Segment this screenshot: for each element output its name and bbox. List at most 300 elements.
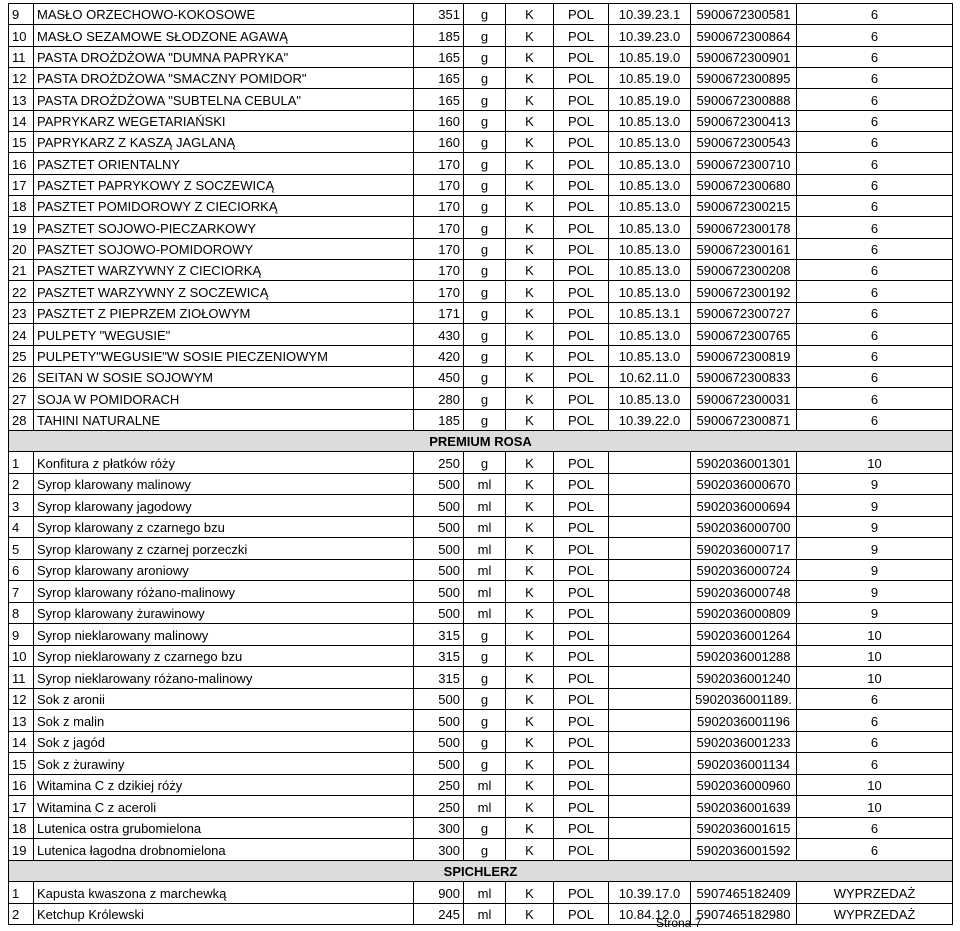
- unit-cell: g: [464, 731, 506, 753]
- unit-cell: g: [464, 68, 506, 89]
- country-cell: POL: [554, 132, 609, 153]
- product-name-cell: Ketchup Królewski: [34, 903, 414, 924]
- kind-cell: K: [506, 903, 554, 924]
- row-number-cell: 22: [9, 281, 34, 302]
- table-row: [9, 302, 953, 323]
- ean-code-cell: 5902036001301: [691, 452, 797, 474]
- pkwiu-code-cell: 10.85.13.0: [609, 324, 691, 345]
- product-name-cell: PASZTET WARZYWNY Z CIECIORKĄ: [34, 260, 414, 281]
- unit-cell: ml: [464, 774, 506, 796]
- section-header-row: [9, 430, 953, 452]
- quantity-cell: 315: [414, 667, 464, 689]
- row-number-cell: 13: [9, 89, 34, 110]
- kind-cell: K: [506, 110, 554, 131]
- table-row: [9, 710, 953, 732]
- product-name-cell: Konfitura z płatków róży: [34, 452, 414, 474]
- country-cell: POL: [554, 624, 609, 646]
- country-cell: POL: [554, 667, 609, 689]
- product-name-cell: PASZTET ORIENTALNY: [34, 153, 414, 174]
- unit-cell: ml: [464, 473, 506, 495]
- pack-qty-cell: 9: [797, 559, 953, 581]
- row-number-cell: 9: [9, 624, 34, 646]
- pkwiu-code-cell: 10.39.17.0: [609, 882, 691, 903]
- row-number-cell: 11: [9, 667, 34, 689]
- pkwiu-code-cell: 10.85.13.0: [609, 238, 691, 259]
- quantity-cell: 351: [414, 4, 464, 25]
- quantity-cell: 170: [414, 238, 464, 259]
- quantity-cell: 500: [414, 602, 464, 624]
- country-cell: POL: [554, 4, 609, 25]
- ean-code-cell: 5902036000717: [691, 538, 797, 560]
- country-cell: POL: [554, 452, 609, 474]
- table-row: [9, 452, 953, 474]
- section-header: PREMIUM ROSA: [9, 430, 953, 452]
- row-number-cell: 18: [9, 817, 34, 839]
- table-row: [9, 495, 953, 517]
- pkwiu-code-cell: [609, 559, 691, 581]
- table-row: [9, 132, 953, 153]
- unit-cell: g: [464, 688, 506, 710]
- quantity-cell: 170: [414, 260, 464, 281]
- country-cell: POL: [554, 302, 609, 323]
- country-cell: POL: [554, 516, 609, 538]
- kind-cell: K: [506, 667, 554, 689]
- pack-qty-cell: 10: [797, 624, 953, 646]
- pkwiu-code-cell: 10.85.13.0: [609, 345, 691, 366]
- unit-cell: g: [464, 324, 506, 345]
- quantity-cell: 160: [414, 132, 464, 153]
- quantity-cell: 500: [414, 688, 464, 710]
- kind-cell: K: [506, 796, 554, 818]
- table-row: [9, 46, 953, 67]
- kind-cell: K: [506, 345, 554, 366]
- row-number-cell: 9: [9, 4, 34, 25]
- kind-cell: K: [506, 153, 554, 174]
- kind-cell: K: [506, 238, 554, 259]
- ean-code-cell: 5902036001189.: [691, 688, 797, 710]
- unit-cell: g: [464, 452, 506, 474]
- ean-code-cell: 5902036001264: [691, 624, 797, 646]
- product-name-cell: PASTA DROŻDŻOWA "DUMNA PAPRYKA": [34, 46, 414, 67]
- pkwiu-code-cell: [609, 602, 691, 624]
- pkwiu-code-cell: 10.85.13.0: [609, 174, 691, 195]
- ean-code-cell: 5900672300031: [691, 388, 797, 409]
- pkwiu-code-cell: [609, 473, 691, 495]
- country-cell: POL: [554, 260, 609, 281]
- product-name-cell: Sok z żurawiny: [34, 753, 414, 775]
- pkwiu-code-cell: [609, 753, 691, 775]
- pack-qty-cell: 10: [797, 774, 953, 796]
- unit-cell: g: [464, 196, 506, 217]
- product-name-cell: SEITAN W SOSIE SOJOWYM: [34, 366, 414, 387]
- ean-code-cell: 5900672300710: [691, 153, 797, 174]
- unit-cell: g: [464, 624, 506, 646]
- quantity-cell: 500: [414, 731, 464, 753]
- row-number-cell: 11: [9, 46, 34, 67]
- pack-qty-cell: 6: [797, 4, 953, 25]
- ean-code-cell: 5900672300864: [691, 25, 797, 46]
- row-number-cell: 10: [9, 25, 34, 46]
- ean-code-cell: 5902036000748: [691, 581, 797, 603]
- table-row: [9, 345, 953, 366]
- quantity-cell: 250: [414, 774, 464, 796]
- row-number-cell: 13: [9, 710, 34, 732]
- pkwiu-code-cell: [609, 667, 691, 689]
- unit-cell: ml: [464, 903, 506, 924]
- unit-cell: g: [464, 753, 506, 775]
- country-cell: POL: [554, 89, 609, 110]
- ean-code-cell: 5902036000724: [691, 559, 797, 581]
- quantity-cell: 315: [414, 645, 464, 667]
- pack-qty-cell: 6: [797, 260, 953, 281]
- row-number-cell: 26: [9, 366, 34, 387]
- kind-cell: K: [506, 817, 554, 839]
- country-cell: POL: [554, 409, 609, 430]
- kind-cell: K: [506, 452, 554, 474]
- country-cell: POL: [554, 110, 609, 131]
- country-cell: POL: [554, 731, 609, 753]
- product-name-cell: Syrop klarowany jagodowy: [34, 495, 414, 517]
- pkwiu-code-cell: [609, 516, 691, 538]
- product-name-cell: Syrop nieklarowany z czarnego bzu: [34, 645, 414, 667]
- kind-cell: K: [506, 302, 554, 323]
- table-row: [9, 753, 953, 775]
- ean-code-cell: 5900672300765: [691, 324, 797, 345]
- pkwiu-code-cell: 10.85.13.0: [609, 153, 691, 174]
- product-name-cell: Syrop nieklarowany różano-malinowy: [34, 667, 414, 689]
- unit-cell: g: [464, 409, 506, 430]
- row-number-cell: 4: [9, 516, 34, 538]
- unit-cell: ml: [464, 495, 506, 517]
- quantity-cell: 245: [414, 903, 464, 924]
- product-name-cell: PASTA DROŻDŻOWA "SUBTELNA CEBULA": [34, 89, 414, 110]
- ean-code-cell: 5900672300888: [691, 89, 797, 110]
- pkwiu-code-cell: 10.39.22.0: [609, 409, 691, 430]
- quantity-cell: 900: [414, 882, 464, 903]
- product-name-cell: Lutenica ostra grubomielona: [34, 817, 414, 839]
- row-number-cell: 24: [9, 324, 34, 345]
- pkwiu-code-cell: 10.85.19.0: [609, 46, 691, 67]
- ean-code-cell: 5902036000700: [691, 516, 797, 538]
- kind-cell: K: [506, 839, 554, 861]
- ean-code-cell: 5900672300895: [691, 68, 797, 89]
- quantity-cell: 500: [414, 710, 464, 732]
- row-number-cell: 19: [9, 217, 34, 238]
- quantity-cell: 165: [414, 46, 464, 67]
- quantity-cell: 170: [414, 196, 464, 217]
- table-row: [9, 25, 953, 46]
- product-name-cell: PAPRYKARZ WEGETARIAŃSKI: [34, 110, 414, 131]
- section-header: SPICHLERZ: [9, 860, 953, 881]
- country-cell: POL: [554, 774, 609, 796]
- kind-cell: K: [506, 260, 554, 281]
- table-row: [9, 473, 953, 495]
- table-row: [9, 516, 953, 538]
- row-number-cell: 16: [9, 153, 34, 174]
- country-cell: POL: [554, 345, 609, 366]
- kind-cell: K: [506, 217, 554, 238]
- product-name-cell: Witamina C z dzikiej róży: [34, 774, 414, 796]
- quantity-cell: 500: [414, 559, 464, 581]
- country-cell: POL: [554, 559, 609, 581]
- pkwiu-code-cell: 10.85.13.1: [609, 302, 691, 323]
- country-cell: POL: [554, 882, 609, 903]
- country-cell: POL: [554, 196, 609, 217]
- pack-qty-cell: WYPRZEDAŻ: [797, 882, 953, 903]
- ean-code-cell: 5902036001288: [691, 645, 797, 667]
- pack-qty-cell: 6: [797, 89, 953, 110]
- row-number-cell: 17: [9, 796, 34, 818]
- row-number-cell: 3: [9, 495, 34, 517]
- product-name-cell: PASZTET SOJOWO-POMIDOROWY: [34, 238, 414, 259]
- ean-code-cell: 5902036000960: [691, 774, 797, 796]
- kind-cell: K: [506, 624, 554, 646]
- ean-code-cell: 5900672300215: [691, 196, 797, 217]
- quantity-cell: 315: [414, 624, 464, 646]
- pack-qty-cell: 10: [797, 796, 953, 818]
- country-cell: POL: [554, 25, 609, 46]
- product-name-cell: PASTA DROŻDŻOWA "SMACZNY POMIDOR": [34, 68, 414, 89]
- pkwiu-code-cell: 10.84.12.0: [609, 903, 691, 924]
- table-row: [9, 882, 953, 903]
- row-number-cell: 14: [9, 731, 34, 753]
- quantity-cell: 170: [414, 281, 464, 302]
- row-number-cell: 12: [9, 688, 34, 710]
- quantity-cell: 280: [414, 388, 464, 409]
- pack-qty-cell: 10: [797, 645, 953, 667]
- unit-cell: g: [464, 260, 506, 281]
- pack-qty-cell: 6: [797, 388, 953, 409]
- table-row: [9, 409, 953, 430]
- country-cell: POL: [554, 817, 609, 839]
- row-number-cell: 10: [9, 645, 34, 667]
- row-number-cell: 5: [9, 538, 34, 560]
- product-name-cell: Witamina C z aceroli: [34, 796, 414, 818]
- unit-cell: ml: [464, 538, 506, 560]
- row-number-cell: 27: [9, 388, 34, 409]
- pack-qty-cell: 6: [797, 731, 953, 753]
- kind-cell: K: [506, 46, 554, 67]
- table-row: [9, 602, 953, 624]
- pkwiu-code-cell: [609, 624, 691, 646]
- quantity-cell: 170: [414, 217, 464, 238]
- row-number-cell: 18: [9, 196, 34, 217]
- pkwiu-code-cell: [609, 774, 691, 796]
- unit-cell: g: [464, 839, 506, 861]
- pkwiu-code-cell: [609, 645, 691, 667]
- country-cell: POL: [554, 581, 609, 603]
- ean-code-cell: 5900672300819: [691, 345, 797, 366]
- unit-cell: g: [464, 238, 506, 259]
- pkwiu-code-cell: [609, 731, 691, 753]
- country-cell: POL: [554, 538, 609, 560]
- pack-qty-cell: 6: [797, 345, 953, 366]
- ean-code-cell: 5907465182980: [691, 903, 797, 924]
- product-name-cell: PAPRYKARZ Z KASZĄ JAGLANĄ: [34, 132, 414, 153]
- quantity-cell: 250: [414, 452, 464, 474]
- pack-qty-cell: 6: [797, 817, 953, 839]
- product-name-cell: PASZTET SOJOWO-PIECZARKOWY: [34, 217, 414, 238]
- pkwiu-code-cell: [609, 452, 691, 474]
- unit-cell: g: [464, 110, 506, 131]
- unit-cell: ml: [464, 882, 506, 903]
- table-row: [9, 68, 953, 89]
- pkwiu-code-cell: 10.85.13.0: [609, 217, 691, 238]
- quantity-cell: 171: [414, 302, 464, 323]
- quantity-cell: 500: [414, 581, 464, 603]
- country-cell: POL: [554, 796, 609, 818]
- product-name-cell: Syrop klarowany aroniowy: [34, 559, 414, 581]
- unit-cell: g: [464, 132, 506, 153]
- table-row: [9, 839, 953, 861]
- pkwiu-code-cell: 10.85.19.0: [609, 89, 691, 110]
- table-row: [9, 688, 953, 710]
- product-name-cell: Syrop nieklarowany malinowy: [34, 624, 414, 646]
- pkwiu-code-cell: [609, 796, 691, 818]
- product-name-cell: PULPETY "WEGUSIE": [34, 324, 414, 345]
- kind-cell: K: [506, 25, 554, 46]
- ean-code-cell: 5902036000670: [691, 473, 797, 495]
- page-number: Strona 7: [656, 916, 702, 930]
- country-cell: POL: [554, 388, 609, 409]
- country-cell: POL: [554, 366, 609, 387]
- country-cell: POL: [554, 839, 609, 861]
- pkwiu-code-cell: 10.85.13.0: [609, 132, 691, 153]
- row-number-cell: 19: [9, 839, 34, 861]
- pkwiu-code-cell: 10.85.19.0: [609, 68, 691, 89]
- quantity-cell: 300: [414, 817, 464, 839]
- kind-cell: K: [506, 388, 554, 409]
- country-cell: POL: [554, 903, 609, 924]
- product-name-cell: Syrop klarowany z czarnego bzu: [34, 516, 414, 538]
- pack-qty-cell: 6: [797, 68, 953, 89]
- quantity-cell: 250: [414, 796, 464, 818]
- table-row: [9, 238, 953, 259]
- table-row: [9, 89, 953, 110]
- kind-cell: K: [506, 710, 554, 732]
- pack-qty-cell: 6: [797, 46, 953, 67]
- ean-code-cell: 5902036001134: [691, 753, 797, 775]
- ean-code-cell: 5900672300543: [691, 132, 797, 153]
- row-number-cell: 20: [9, 238, 34, 259]
- pack-qty-cell: 6: [797, 839, 953, 861]
- pack-qty-cell: 9: [797, 602, 953, 624]
- pack-qty-cell: 6: [797, 153, 953, 174]
- row-number-cell: 2: [9, 903, 34, 924]
- kind-cell: K: [506, 89, 554, 110]
- quantity-cell: 420: [414, 345, 464, 366]
- pack-qty-cell: 6: [797, 302, 953, 323]
- kind-cell: K: [506, 366, 554, 387]
- unit-cell: g: [464, 4, 506, 25]
- unit-cell: g: [464, 217, 506, 238]
- country-cell: POL: [554, 153, 609, 174]
- row-number-cell: 2: [9, 473, 34, 495]
- pkwiu-code-cell: [609, 495, 691, 517]
- pack-qty-cell: 6: [797, 174, 953, 195]
- unit-cell: g: [464, 174, 506, 195]
- pack-qty-cell: 6: [797, 710, 953, 732]
- unit-cell: g: [464, 710, 506, 732]
- quantity-cell: 450: [414, 366, 464, 387]
- ean-code-cell: 5902036001196: [691, 710, 797, 732]
- product-name-cell: PASZTET WARZYWNY Z SOCZEWICĄ: [34, 281, 414, 302]
- kind-cell: K: [506, 281, 554, 302]
- row-number-cell: 15: [9, 753, 34, 775]
- unit-cell: g: [464, 667, 506, 689]
- unit-cell: ml: [464, 516, 506, 538]
- kind-cell: K: [506, 516, 554, 538]
- ean-code-cell: 5902036001615: [691, 817, 797, 839]
- table-row: [9, 645, 953, 667]
- unit-cell: g: [464, 302, 506, 323]
- product-name-cell: Lutenica łagodna drobnomielona: [34, 839, 414, 861]
- ean-code-cell: 5900672300871: [691, 409, 797, 430]
- pack-qty-cell: 6: [797, 688, 953, 710]
- table-row: [9, 774, 953, 796]
- product-name-cell: Sok z malin: [34, 710, 414, 732]
- pack-qty-cell: 6: [797, 132, 953, 153]
- product-name-cell: PASZTET PAPRYKOWY Z SOCZEWICĄ: [34, 174, 414, 195]
- pkwiu-code-cell: [609, 581, 691, 603]
- unit-cell: g: [464, 366, 506, 387]
- product-name-cell: MASŁO ORZECHOWO-KOKOSOWE: [34, 4, 414, 25]
- country-cell: POL: [554, 238, 609, 259]
- pack-qty-cell: 6: [797, 281, 953, 302]
- quantity-cell: 170: [414, 174, 464, 195]
- product-name-cell: PASZTET Z PIEPRZEM ZIOŁOWYM: [34, 302, 414, 323]
- pkwiu-code-cell: [609, 817, 691, 839]
- product-table: [8, 3, 953, 925]
- kind-cell: K: [506, 731, 554, 753]
- pack-qty-cell: 6: [797, 217, 953, 238]
- country-cell: POL: [554, 217, 609, 238]
- country-cell: POL: [554, 68, 609, 89]
- row-number-cell: 16: [9, 774, 34, 796]
- quantity-cell: 185: [414, 409, 464, 430]
- pack-qty-cell: 9: [797, 581, 953, 603]
- kind-cell: K: [506, 4, 554, 25]
- kind-cell: K: [506, 196, 554, 217]
- table-row: [9, 4, 953, 25]
- ean-code-cell: 5902036001233: [691, 731, 797, 753]
- country-cell: POL: [554, 324, 609, 345]
- ean-code-cell: 5902036001592: [691, 839, 797, 861]
- ean-code-cell: 5900672300178: [691, 217, 797, 238]
- table-row: [9, 324, 953, 345]
- ean-code-cell: 5900672300581: [691, 4, 797, 25]
- table-row: [9, 731, 953, 753]
- unit-cell: ml: [464, 796, 506, 818]
- country-cell: POL: [554, 645, 609, 667]
- product-name-cell: Syrop klarowany różano-malinowy: [34, 581, 414, 603]
- pkwiu-code-cell: 10.85.13.0: [609, 281, 691, 302]
- product-name-cell: Syrop klarowany z czarnej porzeczki: [34, 538, 414, 560]
- country-cell: POL: [554, 753, 609, 775]
- table-row: [9, 217, 953, 238]
- ean-code-cell: 5902036001639: [691, 796, 797, 818]
- unit-cell: g: [464, 153, 506, 174]
- unit-cell: g: [464, 46, 506, 67]
- row-number-cell: 8: [9, 602, 34, 624]
- row-number-cell: 28: [9, 409, 34, 430]
- ean-code-cell: 5907465182409: [691, 882, 797, 903]
- ean-code-cell: 5900672300680: [691, 174, 797, 195]
- row-number-cell: 1: [9, 452, 34, 474]
- pack-qty-cell: 9: [797, 495, 953, 517]
- country-cell: POL: [554, 688, 609, 710]
- table-row: [9, 581, 953, 603]
